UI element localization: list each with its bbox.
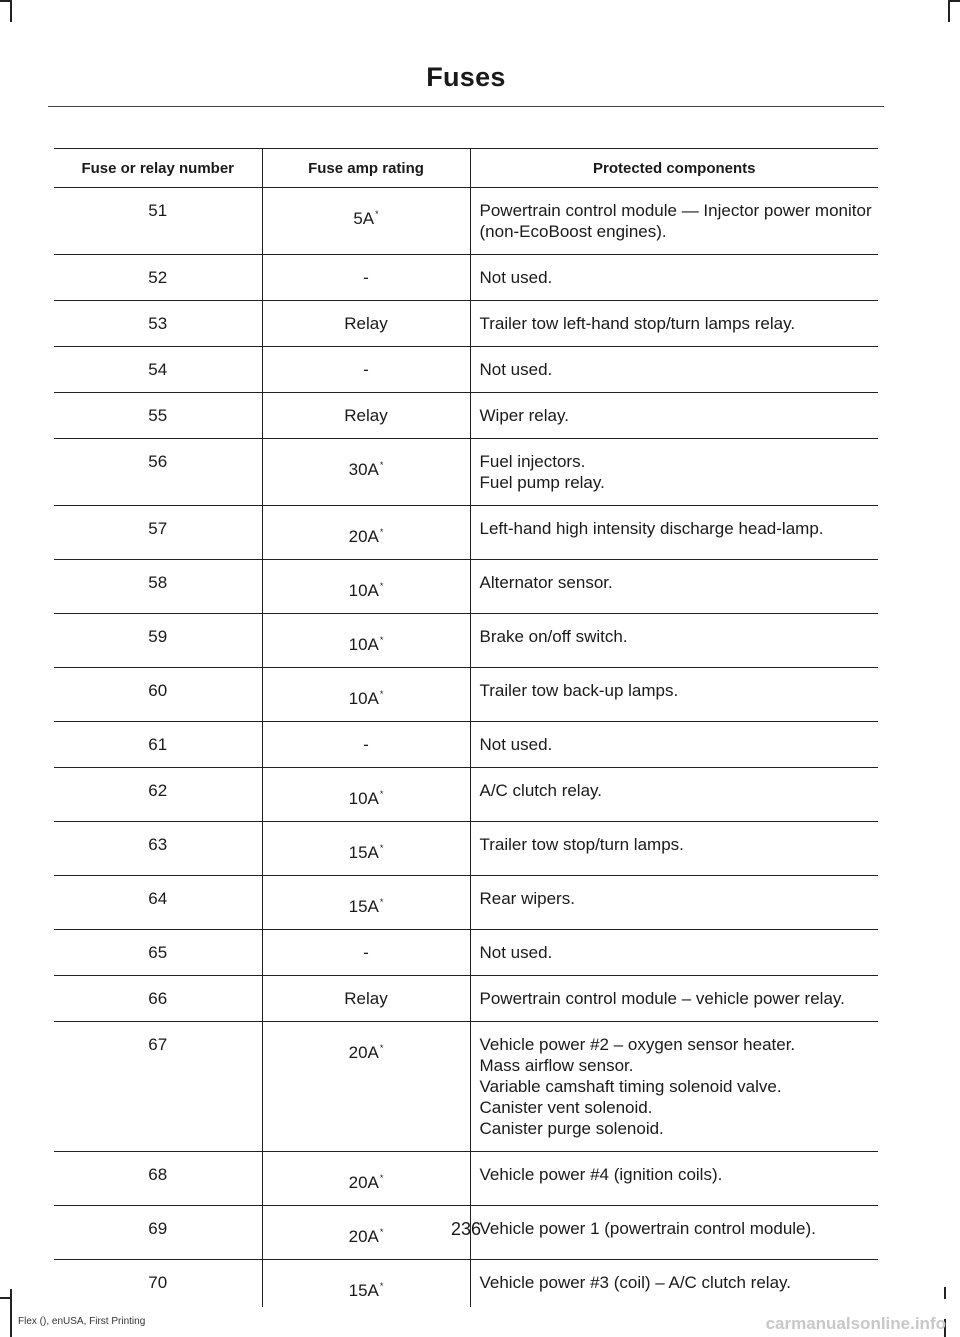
crop-mark bbox=[0, 1297, 12, 1299]
footer-edition: Flex (), enUSA, First Printing bbox=[18, 1316, 146, 1327]
fuse-number-cell: 60 bbox=[54, 668, 262, 722]
fuse-number-cell: 65 bbox=[54, 930, 262, 976]
protected-components-cell bbox=[470, 822, 878, 876]
amp-rating-value: - bbox=[363, 360, 369, 379]
component-text: Not used. bbox=[479, 268, 553, 287]
amp-rating bbox=[349, 522, 384, 547]
amp-rating bbox=[344, 405, 387, 426]
amp-rating-cell bbox=[262, 930, 470, 976]
amp-rating-value: 20A bbox=[348, 1227, 379, 1246]
protected-components-cell bbox=[470, 1022, 878, 1152]
fuse-number-cell: 53 bbox=[54, 301, 262, 347]
fuse-number-cell: 57 bbox=[54, 506, 262, 560]
component-text: A/C clutch relay. bbox=[479, 781, 603, 800]
table-row bbox=[54, 1022, 878, 1152]
protected-components-cell bbox=[470, 976, 878, 1022]
fuse-number-cell: 69 bbox=[54, 1206, 262, 1260]
fuse-number-cell: 61 bbox=[54, 722, 262, 768]
fuse-number-cell: 56 bbox=[54, 439, 262, 506]
header-fuse-number: Fuse or relay number bbox=[54, 149, 262, 188]
amp-rating bbox=[349, 1276, 384, 1301]
component-text: Variable camshaft timing solenoid valve. bbox=[479, 1077, 782, 1096]
amp-rating-value: 30A bbox=[348, 460, 379, 479]
component-text: Trailer tow stop/turn lamps. bbox=[479, 835, 684, 854]
amp-rating-cell bbox=[262, 301, 470, 347]
amp-rating-cell bbox=[262, 1152, 470, 1206]
fuse-number-cell: 70 bbox=[54, 1260, 262, 1308]
amp-rating-value: 10A bbox=[348, 689, 379, 708]
amp-rating-value: - bbox=[363, 943, 369, 962]
table-row bbox=[54, 876, 878, 930]
fuse-number-cell: 67 bbox=[54, 1022, 262, 1152]
component-text: Mass airflow sensor. bbox=[479, 1056, 634, 1075]
protected-components-cell bbox=[470, 614, 878, 668]
footnote-asterisk: * bbox=[379, 843, 384, 853]
table-row bbox=[54, 393, 878, 439]
component-text: Not used. bbox=[479, 360, 553, 379]
component-text: Canister purge solenoid. bbox=[479, 1119, 664, 1138]
amp-rating-value: Relay bbox=[344, 314, 388, 333]
fuse-number-cell: 58 bbox=[54, 560, 262, 614]
table-header-row bbox=[54, 149, 878, 188]
amp-rating-value: 20A bbox=[348, 1173, 379, 1192]
footnote-asterisk: * bbox=[379, 1173, 384, 1183]
protected-components-cell bbox=[470, 1152, 878, 1206]
component-text: Vehicle power 1 (powertrain control module). bbox=[479, 1219, 816, 1238]
footnote-asterisk: * bbox=[379, 789, 384, 799]
table-row bbox=[54, 1260, 878, 1308]
component-text: Trailer tow back-up lamps. bbox=[479, 681, 679, 700]
amp-rating bbox=[349, 784, 384, 809]
component-text: Powertrain control module – vehicle power relay. bbox=[479, 989, 845, 1008]
component-text: Vehicle power #4 (ignition coils). bbox=[479, 1165, 723, 1184]
table-row bbox=[54, 347, 878, 393]
table-row bbox=[54, 301, 878, 347]
fuse-number-cell: 59 bbox=[54, 614, 262, 668]
fuse-number-cell: 68 bbox=[54, 1152, 262, 1206]
footnote-asterisk: * bbox=[379, 897, 384, 907]
amp-rating-cell bbox=[262, 614, 470, 668]
footnote-asterisk: * bbox=[379, 689, 384, 699]
protected-components-cell bbox=[470, 301, 878, 347]
table-row bbox=[54, 1152, 878, 1206]
fuse-number-cell: 54 bbox=[54, 347, 262, 393]
protected-components-cell bbox=[470, 560, 878, 614]
table-row bbox=[54, 822, 878, 876]
amp-rating bbox=[349, 455, 384, 480]
amp-rating-cell bbox=[262, 1022, 470, 1152]
page-number: 236 bbox=[450, 1219, 482, 1239]
amp-rating bbox=[349, 684, 384, 709]
amp-rating bbox=[344, 313, 387, 334]
protected-components-cell bbox=[470, 668, 878, 722]
amp-rating-value: 10A bbox=[348, 789, 379, 808]
footnote-asterisk: * bbox=[379, 1227, 384, 1237]
amp-rating-cell bbox=[262, 822, 470, 876]
table-row bbox=[54, 614, 878, 668]
protected-components-cell bbox=[470, 722, 878, 768]
amp-rating-value: 5A bbox=[353, 209, 375, 228]
table-row bbox=[54, 722, 878, 768]
fuse-number-cell: 55 bbox=[54, 393, 262, 439]
table-row bbox=[54, 560, 878, 614]
footnote-asterisk: * bbox=[379, 460, 384, 470]
amp-rating-value: Relay bbox=[344, 989, 388, 1008]
protected-components-cell bbox=[470, 255, 878, 301]
amp-rating-value: 10A bbox=[348, 635, 379, 654]
amp-rating bbox=[349, 630, 384, 655]
amp-rating-value: - bbox=[363, 735, 369, 754]
protected-components-cell bbox=[470, 930, 878, 976]
table-row bbox=[54, 255, 878, 301]
table-row bbox=[54, 930, 878, 976]
fuse-table bbox=[54, 148, 878, 1307]
crop-mark bbox=[948, 0, 950, 22]
footnote-asterisk: * bbox=[379, 581, 384, 591]
component-text: Powertrain control module — Injector power monitor (non-EcoBoost engines). bbox=[479, 201, 872, 241]
header-protected-components: Protected components bbox=[470, 149, 878, 188]
protected-components-cell bbox=[470, 506, 878, 560]
amp-rating-value: 15A bbox=[348, 843, 379, 862]
amp-rating-cell bbox=[262, 188, 470, 255]
title-divider bbox=[48, 106, 884, 107]
amp-rating-cell bbox=[262, 1260, 470, 1308]
amp-rating-value: - bbox=[363, 268, 369, 287]
footnote-asterisk: * bbox=[379, 1281, 384, 1291]
amp-rating-cell bbox=[262, 393, 470, 439]
amp-rating bbox=[344, 988, 387, 1009]
amp-rating-value: 10A bbox=[348, 581, 379, 600]
fuse-table-body bbox=[54, 188, 878, 1308]
fuse-number-cell: 52 bbox=[54, 255, 262, 301]
amp-rating bbox=[363, 267, 369, 288]
protected-components-cell bbox=[470, 876, 878, 930]
protected-components-cell bbox=[470, 439, 878, 506]
amp-rating bbox=[363, 734, 369, 755]
amp-rating-value: 20A bbox=[348, 527, 379, 546]
component-text: Vehicle power #3 (coil) – A/C clutch relay. bbox=[479, 1273, 791, 1292]
fuse-number-cell: 64 bbox=[54, 876, 262, 930]
protected-components-cell bbox=[470, 393, 878, 439]
component-text: Fuel injectors. bbox=[479, 452, 586, 471]
table-row bbox=[54, 506, 878, 560]
header-amp-rating: Fuse amp rating bbox=[262, 149, 470, 188]
component-text: Canister vent solenoid. bbox=[479, 1098, 653, 1117]
component-text: Trailer tow left-hand stop/turn lamps relay. bbox=[479, 314, 796, 333]
amp-rating-cell bbox=[262, 976, 470, 1022]
amp-rating bbox=[349, 892, 384, 917]
amp-rating bbox=[349, 1038, 384, 1063]
watermark: carmanualsonline.info bbox=[765, 1314, 946, 1333]
page-title: Fuses bbox=[426, 62, 506, 92]
footnote-asterisk: * bbox=[379, 527, 384, 537]
amp-rating-cell bbox=[262, 347, 470, 393]
amp-rating-value: Relay bbox=[344, 406, 388, 425]
footnote-asterisk: * bbox=[375, 209, 379, 219]
amp-rating-cell bbox=[262, 876, 470, 930]
crop-mark bbox=[10, 0, 12, 22]
amp-rating bbox=[349, 1168, 384, 1193]
component-text: Not used. bbox=[479, 735, 553, 754]
table-row bbox=[54, 188, 878, 255]
component-text: Alternator sensor. bbox=[479, 573, 613, 592]
protected-components-cell bbox=[470, 1260, 878, 1308]
component-text: Not used. bbox=[479, 943, 553, 962]
component-text: Fuel pump relay. bbox=[479, 473, 605, 492]
component-text: Wiper relay. bbox=[479, 406, 569, 425]
amp-rating-value: 15A bbox=[348, 897, 379, 916]
protected-components-cell bbox=[470, 347, 878, 393]
protected-components-cell bbox=[470, 768, 878, 822]
amp-rating-cell bbox=[262, 668, 470, 722]
amp-rating bbox=[363, 359, 369, 380]
amp-rating-cell bbox=[262, 255, 470, 301]
fuse-number-cell: 63 bbox=[54, 822, 262, 876]
fuse-number-cell: 51 bbox=[54, 188, 262, 255]
amp-rating-value: 20A bbox=[348, 1043, 379, 1062]
amp-rating bbox=[349, 838, 384, 863]
component-text: Brake on/off switch. bbox=[479, 627, 628, 646]
table-row bbox=[54, 439, 878, 506]
component-text: Vehicle power #2 – oxygen sensor heater. bbox=[479, 1035, 796, 1054]
crop-mark bbox=[944, 1287, 946, 1299]
amp-rating bbox=[363, 942, 369, 963]
fuse-number-cell: 62 bbox=[54, 768, 262, 822]
fuse-number-cell: 66 bbox=[54, 976, 262, 1022]
amp-rating-cell bbox=[262, 768, 470, 822]
component-text: Left-hand high intensity discharge head-lamp. bbox=[479, 519, 824, 538]
table-row bbox=[54, 976, 878, 1022]
amp-rating-cell bbox=[262, 560, 470, 614]
amp-rating bbox=[349, 576, 384, 601]
amp-rating-cell bbox=[262, 506, 470, 560]
footnote-asterisk: * bbox=[379, 635, 384, 645]
table-row bbox=[54, 768, 878, 822]
footnote-asterisk: * bbox=[379, 1043, 384, 1053]
protected-components-cell bbox=[470, 188, 878, 255]
amp-rating-value: 15A bbox=[348, 1281, 379, 1300]
amp-rating-cell bbox=[262, 439, 470, 506]
table-row bbox=[54, 668, 878, 722]
amp-rating bbox=[353, 204, 378, 229]
component-text: Rear wipers. bbox=[479, 889, 575, 908]
amp-rating-cell bbox=[262, 722, 470, 768]
